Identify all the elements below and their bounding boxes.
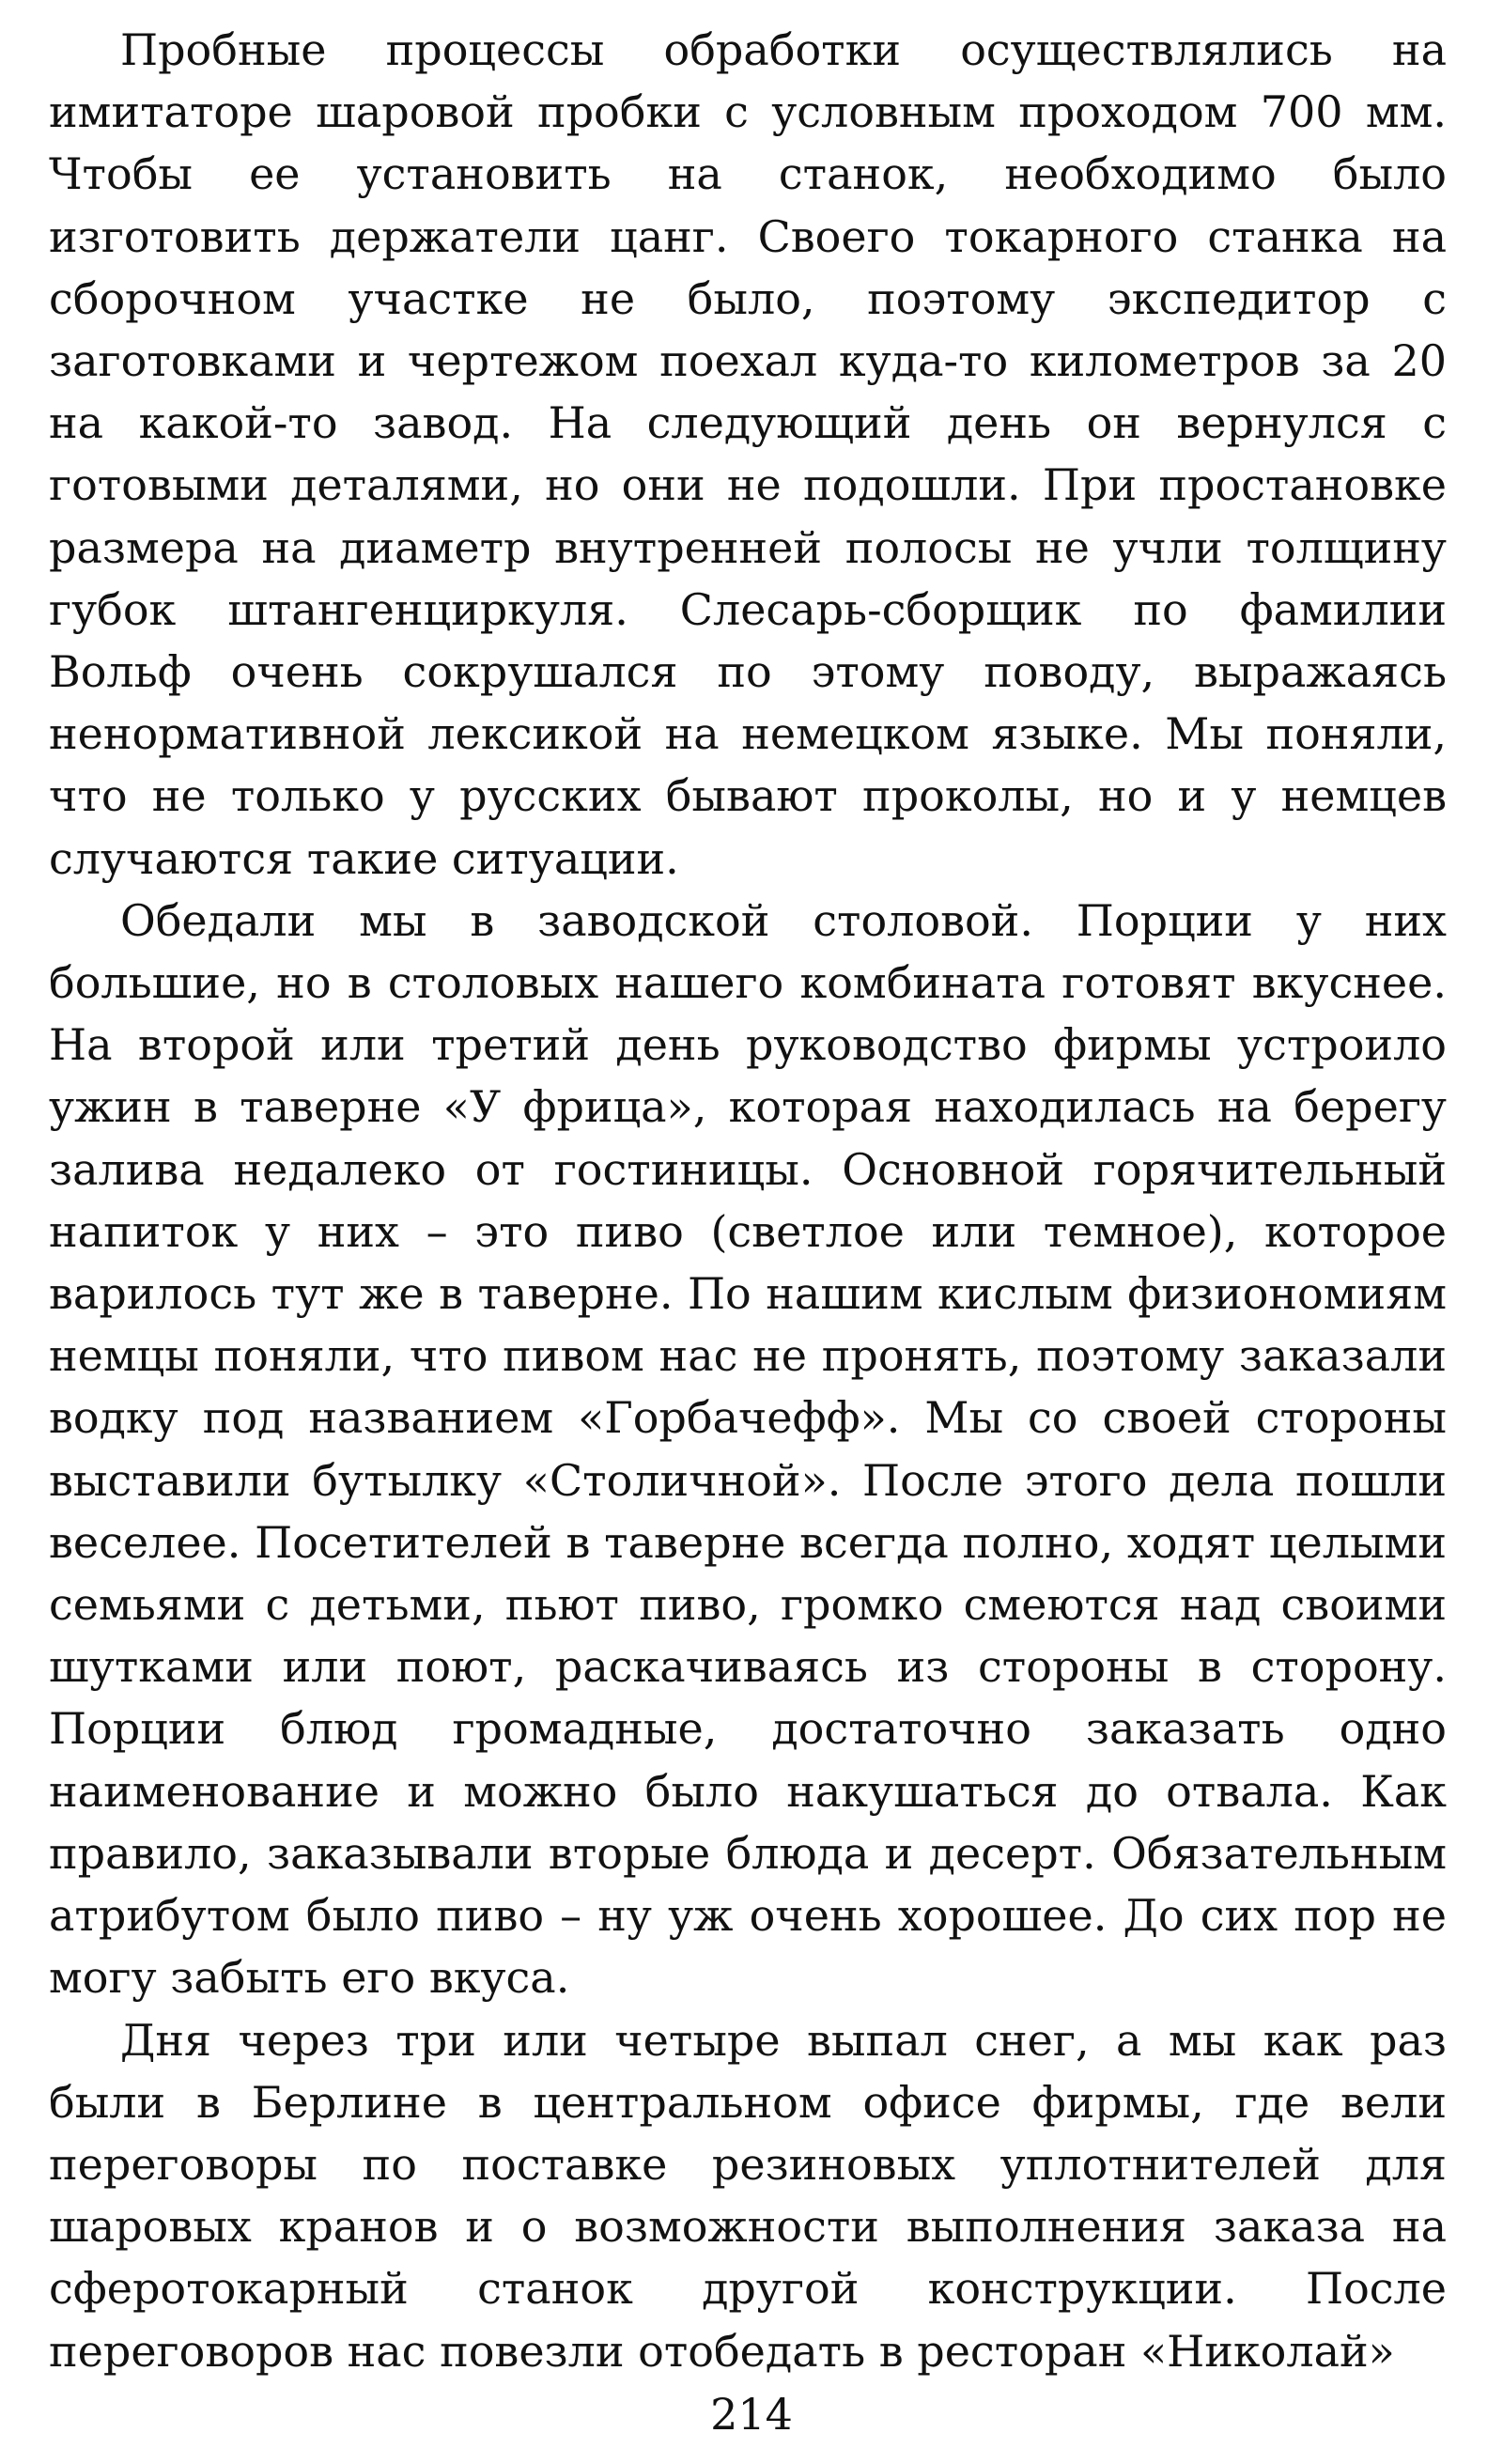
page-text bbox=[49, 19, 1447, 2382]
paragraph-1: Пробные процессы обработки осуществлялись на имитаторе шаровой пробки с условным проходом 700 мм. Чтобы ее установить на станок, необходимо было изготовить держатели цанг. Своего токарного станка на сборочном участке не было, поэтому экспедитор с заготовками и чертежом поехал куда-то километров за 20 на какой-то завод. На следующий день он вернулся с готовыми деталями, но они не подошли. При простановке размера на диаметр внутренней полосы не учли толщину губок штангенциркуля. Слесарь-сборщик по фамилии Вольф очень сокрушался по этому поводу, выражаясь ненормативной лексикой на немецком языке. Мы поняли, что не только у русских бывают проколы, но и у немцев случаются такие ситуации. bbox=[49, 24, 1447, 884]
paragraph-2: Обедали мы в заводской столовой. Порции у них большие, но в столовых нашего комбината готовят вкуснее. На второй или третий день руководство фирмы устроило ужин в таверне «У фрица», которая находилась на берегу залива недалеко от гостиницы. Основной горячительный напиток у них – это пиво (светлое или темное), которое варилось тут же в таверне. По нашим кислым физиономиям немцы поняли, что пивом нас не пронять, поэтому заказали водку под названием «Горбачефф». Мы со своей стороны выставили бутылку «Столичной». После этого дела пошли веселее. Посетителей в таверне всегда полно, ходят целыми семьями с детьми, пьют пиво, громко смеются над своими шутками или поют, раскачиваясь из стороны в сторону. Порции блюд громадные, достаточно заказать одно наименование и можно было накушаться до отвала. Как правило, заказывали вторые блюда и десерт. Обязательным атрибутом было пиво – ну уж очень хорошее. До сих пор не могу забыть его вкуса. bbox=[49, 894, 1447, 2004]
paragraph-3: Дня через три или четыре выпал снег, а мы как раз были в Берлине в центральном офисе фирмы, где вели переговоры по поставке резиновых уплотнителей для шаровых кранов и о возможности выполнения заказа на сферотокарный станок другой конструкции. После переговоров нас повезли отобедать в ресторан «Николай» bbox=[49, 2014, 1447, 2377]
page-number: 214 bbox=[710, 2389, 793, 2440]
